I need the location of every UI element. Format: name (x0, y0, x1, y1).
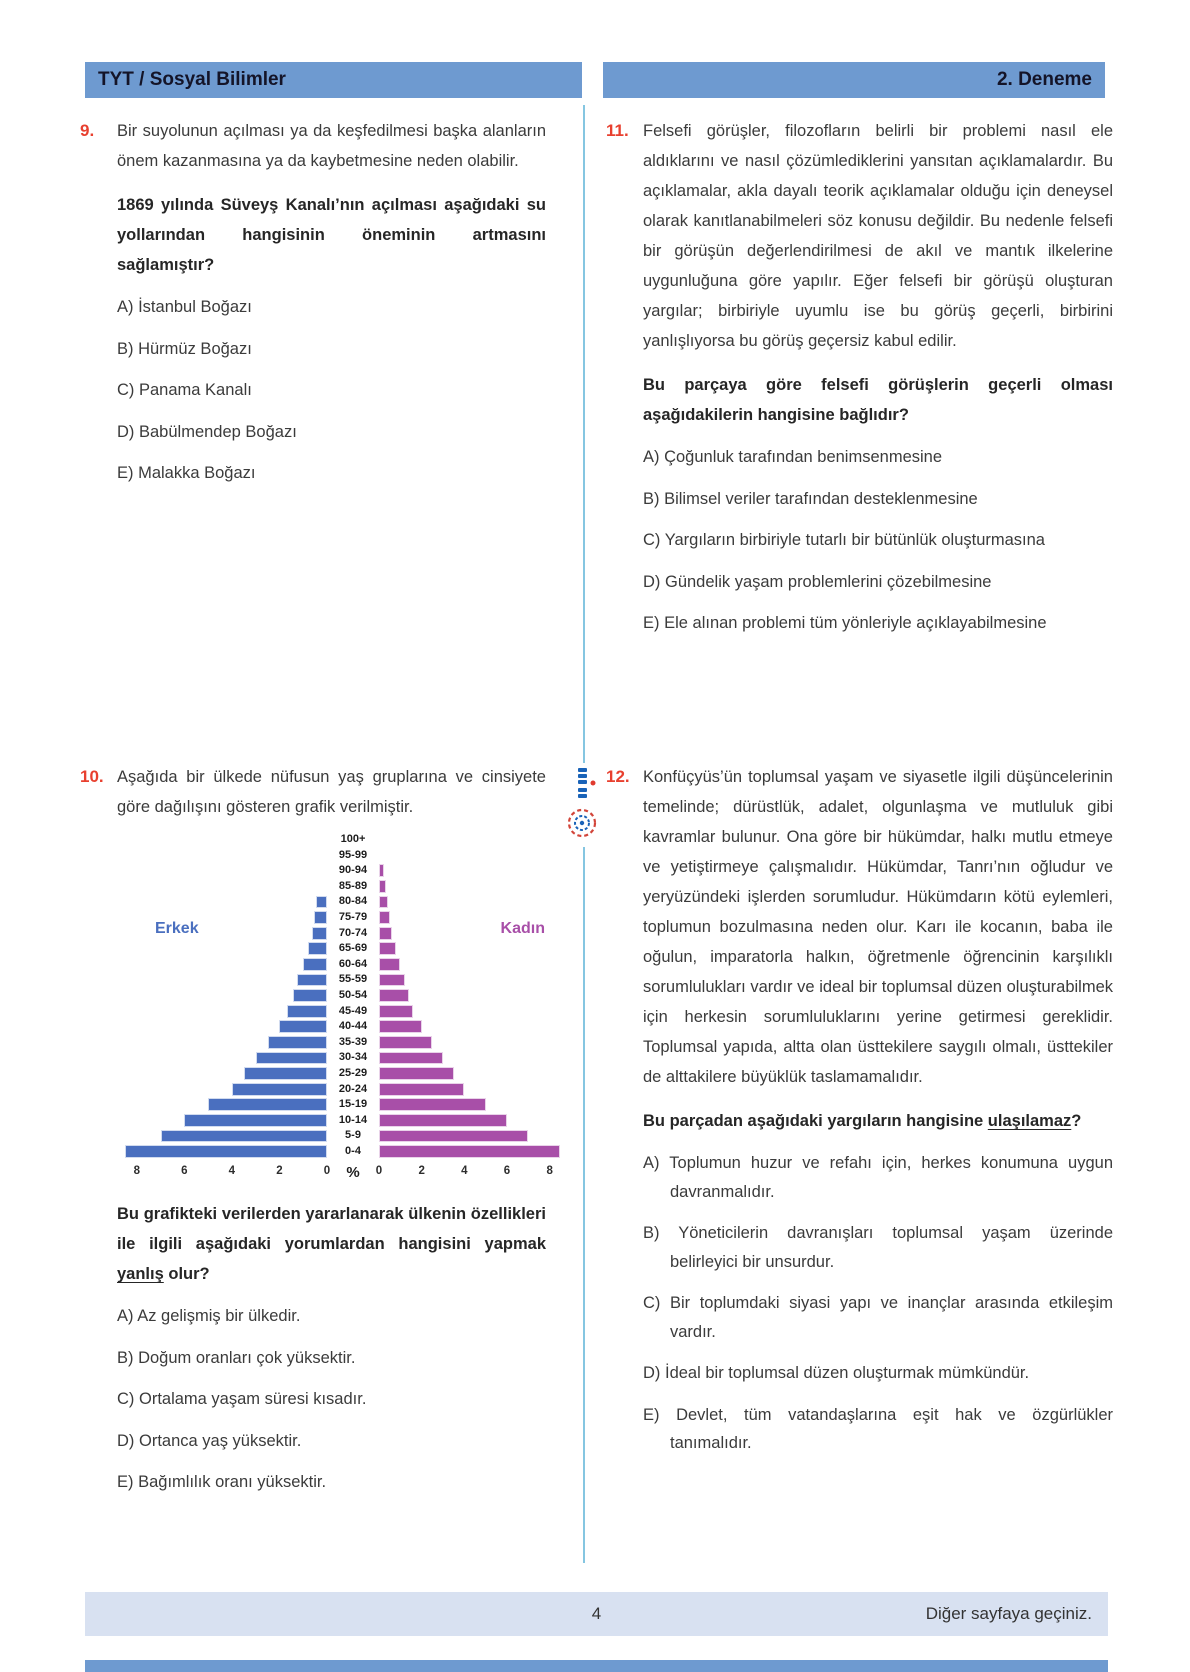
pyramid-row (113, 1066, 571, 1082)
answer-option (643, 1149, 1113, 1206)
age-group-label: 20-24 (338, 1082, 368, 1095)
question-body (117, 116, 546, 488)
option-text: Çoğunluk tarafından benimsenmesine (664, 448, 943, 466)
option-label: B) (117, 339, 139, 358)
age-group-label: 80-84 (338, 895, 368, 908)
female-bar (379, 1114, 507, 1127)
stem-prefix: Bu parçadan aşağıdaki yargıların hangisine (643, 1112, 988, 1130)
female-bar-cell (379, 1036, 571, 1049)
footer-bar (85, 1592, 1108, 1636)
female-bar-cell (379, 1020, 571, 1033)
question-number: 12. (606, 767, 630, 786)
option-text: Malakka Boğazı (138, 464, 256, 482)
question-number: 9. (80, 121, 95, 140)
female-bar-cell (379, 974, 571, 987)
pyramid-row (113, 972, 571, 988)
male-bar (184, 1114, 327, 1127)
option-text: Bağımlılık oranı yüksektir. (138, 1473, 327, 1492)
axis-tick-label: 0 (323, 1165, 331, 1178)
question-12 (606, 762, 1113, 1458)
pyramid-row (113, 879, 571, 895)
option-text: İdeal bir toplumsal düzen oluşturmak mümkündür. (665, 1364, 1030, 1382)
option-text: Bilimsel veriler tarafından desteklenmesine (664, 489, 978, 508)
question-11 (606, 116, 1113, 638)
female-bar (379, 1036, 432, 1049)
option-label: D) (643, 1364, 665, 1382)
pyramid-row (113, 1082, 571, 1098)
age-group-label: 70-74 (338, 926, 368, 939)
option-label: D) (117, 1431, 139, 1450)
answer-option (643, 1359, 1113, 1388)
male-bar-cell (113, 1005, 327, 1018)
pyramid-row (113, 1019, 571, 1035)
age-group-label: 30-34 (338, 1051, 368, 1064)
answer-option (643, 1401, 1113, 1458)
age-group-label: 0-4 (345, 1144, 361, 1157)
answer-option (117, 418, 546, 447)
female-bar-cell (379, 1098, 571, 1111)
male-bar-cell (113, 864, 327, 877)
axis-tick-label: 6 (503, 1165, 511, 1178)
age-group-label: 90-94 (338, 864, 368, 877)
axis-tick-label: 4 (461, 1165, 468, 1178)
answer-option (643, 526, 1113, 555)
option-label: D) (117, 422, 139, 441)
answer-option (117, 1427, 546, 1456)
male-bar (316, 896, 327, 909)
female-bar-cell (379, 896, 571, 909)
answer-option (117, 293, 546, 322)
option-label: E) (117, 464, 139, 482)
publisher-stamp-icon (562, 765, 604, 845)
pyramid-row (113, 988, 571, 1004)
male-bar (314, 911, 327, 924)
pyramid-row (113, 1144, 571, 1160)
options-list (117, 1302, 546, 1497)
option-text: Ortanca yaş yüksektir. (139, 1431, 302, 1450)
axis-tick-label: 8 (546, 1165, 553, 1178)
answer-option (643, 1289, 1113, 1346)
options-list (117, 293, 546, 488)
question-body (643, 762, 1113, 1458)
female-bar-cell (379, 927, 571, 940)
stem-underlined-word: ulaşılamaz (987, 1112, 1072, 1130)
female-bar-cell (379, 849, 571, 862)
option-label: E) (117, 1473, 139, 1492)
age-group-label: 65-69 (338, 942, 368, 955)
pyramid-row (113, 1113, 571, 1129)
pyramid-row (113, 1035, 571, 1051)
header-left-bar (85, 62, 582, 98)
male-bar-cell (113, 1114, 327, 1127)
female-bar (379, 958, 400, 971)
option-text: Ortalama yaşam süresi kısadır. (139, 1390, 367, 1409)
option-label: A) (643, 1154, 670, 1172)
male-bar (308, 942, 327, 955)
axis-tick-label: 2 (276, 1165, 283, 1178)
answer-option (117, 335, 546, 364)
question-body (643, 116, 1113, 638)
question-stem: Bu parçaya göre felsefi görüşlerin geçerli olması aşağıdakilerin hangisine bağlıdır? (643, 376, 1113, 424)
male-bar-cell (113, 880, 327, 893)
pyramid-rows (113, 832, 571, 1159)
option-text: Gündelik yaşam problemlerini çözebilmesine (665, 572, 992, 591)
footer-note: Diğer sayfaya geçiniz. (925, 1604, 1092, 1623)
male-bar (279, 1020, 327, 1033)
female-bar (379, 864, 384, 877)
answer-option (643, 609, 1113, 638)
bottom-edge-strip (85, 1660, 1108, 1672)
female-bar-cell (379, 958, 571, 971)
male-bar-cell (113, 989, 327, 1002)
male-bar (232, 1083, 327, 1096)
female-bar (379, 1020, 422, 1033)
axis-tick-label: 8 (133, 1165, 140, 1178)
option-text: Panama Kanalı (139, 381, 252, 399)
male-bar-cell (113, 1130, 327, 1143)
pyramid-row (113, 894, 571, 910)
option-label: A) (643, 448, 665, 466)
options-list (643, 1149, 1113, 1458)
question-stem: 1869 yılında Süveyş Kanalı’nın açılması aşağıdaki su yollarından hangisinin öneminin artmasını sağlamıştır? (117, 196, 546, 274)
female-bar (379, 880, 386, 893)
age-group-label: 75-79 (338, 910, 368, 923)
option-text: Doğum oranları çok yüksektir. (138, 1348, 356, 1367)
female-bar (379, 1098, 486, 1111)
option-label: E) (643, 1405, 677, 1424)
question-intro: Felsefi görüşler, filozofların belirli bir problemi nasıl ele aldıklarını ve nasıl çözümlediklerini yansıtan açıklamalardır. Bu açıklamalar, akla dayalı teorik açıklamalar olduğu için deneysel olarak kanıtlanabilmeleri söz konusu değildir. Bu nedenle felsefi bir görüşün değerlendirilmesi de akıl ve mantık ilkelerine uygunluğuna göre yapılır. Eğer felsefi bir görüşü oluşturan yargılar; birbiriyle uyumlu ise bu görüş geçerli, birbirini yanlışlıyorsa bu görüş geçersiz kabul edilir. (643, 122, 1113, 350)
male-bar-cell (113, 1052, 327, 1065)
question-number: 11. (606, 121, 629, 140)
option-text: Ele alınan problemi tüm yönleriyle açıklayabilmesine (664, 614, 1047, 632)
option-text: Yargıların birbiriyle tutarlı bir bütünlük oluşturmasına (664, 531, 1045, 549)
pyramid-row (113, 941, 571, 957)
option-label: E) (643, 614, 665, 632)
age-group-label: 95-99 (338, 848, 368, 861)
female-bar-cell (379, 880, 571, 893)
male-bar-cell (113, 1036, 327, 1049)
answer-option (117, 1344, 546, 1373)
male-bar-cell (113, 927, 327, 940)
population-pyramid-chart (113, 832, 571, 1185)
age-group-label: 45-49 (338, 1004, 368, 1017)
age-group-label: 50-54 (338, 988, 368, 1001)
male-bar-cell (113, 1067, 327, 1080)
question-body (117, 762, 553, 1497)
female-bar-cell (379, 864, 571, 877)
male-bar-cell (113, 958, 327, 971)
female-bar-cell (379, 1083, 571, 1096)
age-group-label: 100+ (340, 833, 366, 845)
option-text: İstanbul Boğazı (138, 298, 252, 316)
stem-underlined-word: yanlış (117, 1265, 164, 1284)
option-text: Devlet, tüm vatandaşlarına eşit hak ve özgürlükler tanımalıdır. (670, 1405, 1113, 1452)
female-bar-cell (379, 1145, 571, 1158)
question-stem (643, 1106, 1113, 1136)
age-group-label: 60-64 (338, 957, 368, 970)
answer-option (643, 568, 1113, 597)
male-bar-cell (113, 896, 327, 909)
question-10 (80, 762, 553, 1497)
answer-option (117, 376, 546, 405)
axis-tick-label: 6 (181, 1165, 188, 1178)
male-bar-cell (113, 1020, 327, 1033)
pyramid-row (113, 832, 571, 848)
option-label: D) (643, 572, 665, 591)
option-text: Yöneticilerin davranışları toplumsal yaşam üzerinde belirleyici bir unsurdur. (670, 1224, 1113, 1271)
option-label: B) (643, 489, 665, 508)
pyramid-axis-right (375, 1165, 571, 1185)
female-bar (379, 1083, 464, 1096)
female-bar (379, 989, 409, 1002)
answer-option (643, 1219, 1113, 1276)
age-group-label: 55-59 (338, 973, 368, 986)
option-label: A) (117, 298, 139, 316)
axis-tick-label: 2 (418, 1165, 425, 1178)
axis-tick-label: 0 (375, 1165, 383, 1178)
option-label: B) (643, 1224, 679, 1242)
pyramid-row (113, 910, 571, 926)
option-label: C) (643, 531, 665, 549)
male-bar-cell (113, 833, 327, 846)
male-bar (293, 989, 327, 1002)
female-bar (379, 927, 392, 940)
pyramid-row (113, 863, 571, 879)
female-bar-cell (379, 1005, 571, 1018)
option-text: Bir toplumdaki siyasi yapı ve inançlar arasında etkileşim vardır. (669, 1294, 1113, 1341)
female-bar (379, 911, 390, 924)
age-group-label: 15-19 (338, 1098, 368, 1111)
male-bar (312, 927, 327, 940)
female-bar-cell (379, 1130, 571, 1143)
male-bar (303, 958, 327, 971)
male-bar (256, 1052, 327, 1065)
stem-prefix: Bu grafikteki verilerden yararlanarak ülkenin özellikleri ile ilgili aşağıdaki yorumlardan hangisini yapmak (117, 1205, 546, 1254)
pyramid-axis (113, 1165, 571, 1185)
male-bar (244, 1067, 327, 1080)
option-label: A) (117, 1307, 138, 1326)
male-bar (125, 1145, 327, 1158)
question-number: 10. (80, 767, 104, 786)
age-group-label: 85-89 (338, 879, 368, 892)
female-bar-cell (379, 1052, 571, 1065)
option-text: Hürmüz Boğazı (138, 339, 252, 358)
age-group-label: 10-14 (338, 1113, 368, 1126)
answer-option (643, 443, 1113, 472)
option-label: C) (643, 1294, 670, 1312)
age-group-label: 5-9 (345, 1129, 361, 1142)
male-series-label: Erkek (155, 920, 199, 937)
age-group-label: 25-29 (338, 1066, 368, 1079)
male-bar-cell (113, 1083, 327, 1096)
male-bar-cell (113, 1098, 327, 1111)
stem-suffix: ? (1071, 1112, 1082, 1130)
option-label: C) (117, 1390, 139, 1409)
male-bar-cell (113, 849, 327, 862)
option-text: Toplumun huzur ve refahı için, herkes konumuna uygun davranmalıdır. (669, 1154, 1113, 1201)
male-bar-cell (113, 1145, 327, 1158)
answer-option (117, 1302, 546, 1331)
pyramid-row (113, 1128, 571, 1144)
answer-option (643, 485, 1113, 514)
female-bar-cell (379, 989, 571, 1002)
question-9 (80, 116, 546, 488)
header-right-bar (603, 62, 1105, 98)
exam-number-title: 2. Deneme (996, 69, 1092, 90)
female-bar (379, 1145, 560, 1158)
pyramid-row (113, 926, 571, 942)
female-bar (379, 974, 405, 987)
female-bar (379, 1052, 443, 1065)
female-bar (379, 1005, 413, 1018)
pyramid-row (113, 957, 571, 973)
female-bar (379, 1130, 528, 1143)
pyramid-row (113, 848, 571, 864)
male-bar (208, 1098, 327, 1111)
pyramid-row (113, 1004, 571, 1020)
female-bar-cell (379, 1114, 571, 1127)
female-bar-cell (379, 1067, 571, 1080)
axis-tick-label: 4 (228, 1165, 236, 1178)
question-intro: Aşağıda bir ülkede nüfusun yaş gruplarına ve cinsiyete göre dağılışını gösteren grafik verilmiştir. (117, 768, 546, 816)
option-label: B) (117, 1348, 139, 1367)
answer-option (117, 1468, 546, 1497)
male-bar (268, 1036, 327, 1049)
female-series-label: Kadın (500, 920, 545, 937)
stem-suffix: olur? (163, 1265, 210, 1284)
question-stem (117, 1199, 546, 1289)
option-text: Az gelişmiş bir ülkedir. (137, 1307, 301, 1326)
female-bar (379, 1067, 454, 1080)
exam-section-title: TYT / Sosyal Bilimler (98, 69, 286, 90)
answer-option (117, 1385, 546, 1414)
male-bar-cell (113, 911, 327, 924)
page-number: 4 (591, 1604, 602, 1623)
male-bar-cell (113, 942, 327, 955)
female-bar (379, 942, 396, 955)
axis-unit-label: % (346, 1164, 360, 1182)
question-intro: Bir suyolunun açılması ya da keşfedilmesi başka alanların önem kazanmasına ya da kaybetmesine neden olabilir. (117, 122, 546, 170)
male-bar (297, 974, 327, 987)
option-label: C) (117, 381, 139, 399)
male-bar (161, 1130, 327, 1143)
question-intro: Konfüçyüs’ün toplumsal yaşam ve siyasetle ilgili düşüncelerinin temelinde; dürüstlük, adalet, olgunlaşma ve mutluluk gibi kavramlar bulunur. Ona göre bir hükümdar, halkı mutlu etmeye ve yetiştirmeye çalışmalıdır. Hükümdar, Tanrı’nın oğludur ve yeryüzündeki işlerden sorumludur. Hükümdarın kötü eylemleri, toplumun bozulmasına neden olur. Karı ile kocanın, baba ile oğulun, imparatorla halkın, öğretmenle öğrencinin karşılıklı sorumlulukları vardır ve ideal bir toplumsal düzen oluşturabilmek için herkesin sorumluluklarını yerine getirmesi gereklidir. Toplumsal yapıda, altta olan üsttekilere saygılı olmalı, üsttekiler de alttakilere büyüklük taslamamalıdır. (643, 768, 1113, 1086)
female-bar-cell (379, 942, 571, 955)
male-bar (287, 1005, 327, 1018)
pyramid-axis-left (113, 1165, 331, 1185)
female-bar (379, 896, 388, 909)
age-group-label: 40-44 (338, 1020, 368, 1033)
options-list (643, 443, 1113, 638)
age-group-label: 35-39 (338, 1035, 368, 1048)
pyramid-row (113, 1097, 571, 1113)
answer-option (117, 459, 546, 488)
female-bar-cell (379, 911, 571, 924)
option-text: Babülmendep Boğazı (139, 422, 297, 441)
male-bar-cell (113, 974, 327, 987)
pyramid-row (113, 1050, 571, 1066)
female-bar-cell (379, 833, 571, 846)
publisher-logo (560, 763, 606, 847)
